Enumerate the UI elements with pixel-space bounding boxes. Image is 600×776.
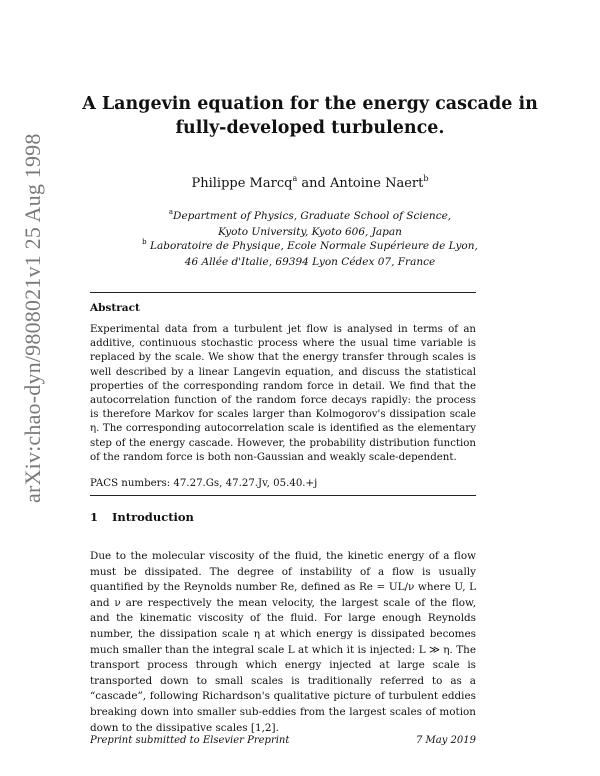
paper-title xyxy=(70,92,550,140)
affiliation-a-mark: a xyxy=(168,208,174,216)
author-1: Philippe Marcq xyxy=(191,176,293,191)
affiliation-a-line-1: Department of Physics, Graduate School of Science, xyxy=(173,210,452,222)
affiliation-b-line-2: 46 Allée d'Italie, 69394 Lyon Cédex 07, France xyxy=(184,256,436,268)
author-1-affiliation-mark: a xyxy=(292,174,298,183)
author-list xyxy=(70,174,550,191)
affiliation-b xyxy=(70,234,550,270)
arxiv-side-stamp: arXiv:chao-dyn/9808021v1 25 Aug 1998 xyxy=(20,133,45,503)
title-line-2: fully-developed turbulence. xyxy=(175,118,445,138)
footer-preprint-note: Preprint submitted to Elsevier Preprint xyxy=(90,735,290,746)
author-2-affiliation-mark: b xyxy=(423,174,429,183)
pacs-numbers: PACS numbers: 47.27.Gs, 47.27.Jv, 05.40.+j xyxy=(90,478,318,489)
section-heading xyxy=(90,510,194,524)
abstract-text: Experimental data from a turbulent jet flow is analysed in terms of an additive, continuous stochastic process where the usual time variable is replaced by the scale. We show that the energy transfer through scales is well described by a linear Langevin equation, and discuss the statistical properties of the corresponding random force in detail. We find that the autocorrelation function of the random force decays rapidly: the process is therefore Markov for scales larger than Kolmogorov's dissipation scale η. The corresponding autocorrelation scale is identified as the elementary step of the energy cascade. However, the probability distribution function of the random force is both non-Gaussian and weakly scale-dependent. xyxy=(90,324,476,463)
section-title: Introduction xyxy=(112,510,194,524)
affiliation-a-line-2: Kyoto University, Kyoto 606, Japan xyxy=(218,226,402,238)
abstract-top-rule xyxy=(90,292,476,293)
introduction-paragraph: Due to the molecular viscosity of the fluid, the kinetic energy of a flow must be dissipated. The degree of instability of a flow is usually quantified by the Reynolds number Re, defined as Re = UL/ν where U, L and ν are respectively the mean velocity, the largest scale of the flow, and the kinematic viscosity of the fluid. For large enough Reynolds number, the dissipation scale η at which energy is dissipated becomes much smaller than the integral scale L at which it is injected: L ≫ η. The transport process through which energy injected at large scale is transported down to small scales is traditionally referred to as a “cascade”, following Richardson's qualitative picture of turbulent eddies breaking down into smaller sub-eddies from the largest scales of motion down to the dissipative scales [1,2]. xyxy=(90,550,476,734)
affiliation-b-line-1: Laboratoire de Physique, Ecole Normale Supérieure de Lyon, xyxy=(149,240,478,252)
author-joiner: and xyxy=(297,176,330,191)
abstract-bottom-rule xyxy=(90,495,476,496)
author-2: Antoine Naert xyxy=(329,176,424,191)
affiliation-b-mark: b xyxy=(142,238,147,246)
title-line-1: A Langevin equation for the energy cascade in xyxy=(82,94,538,114)
abstract-heading: Abstract xyxy=(90,302,140,314)
section-number: 1 xyxy=(90,510,99,524)
footer-date: 7 May 2019 xyxy=(415,735,476,746)
